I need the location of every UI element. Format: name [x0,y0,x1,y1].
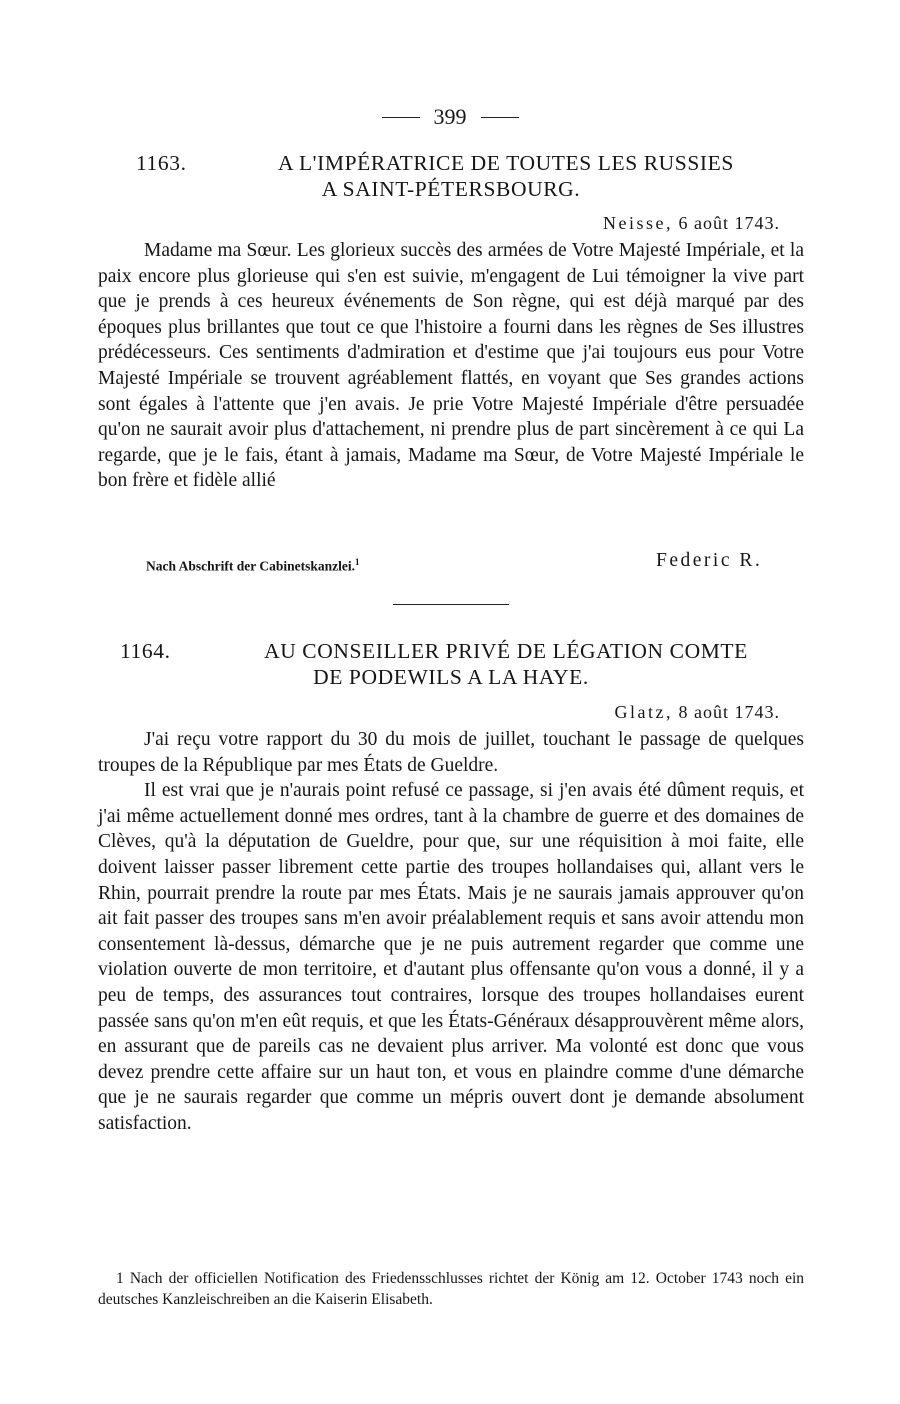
footnote [98,1268,804,1310]
page-header [0,104,900,130]
footnote-text: Nach der officiellen Notification des Friedensschlusses richtet der König am 12. October 1743 noch ein deutsches Kanzleischreiben an die Kaiserin Elisabeth. [98,1270,805,1308]
letter-1163-title-line2: A SAINT-PÉTERSBOURG. [321,177,581,201]
letter-1164-title-line1: AU CONSEILLER PRIVÉ DE LÉGATION COMTE [264,639,748,663]
letter-1163-signature: Federic R. [656,550,763,571]
letter-1163-title-line1: A L'IMPÉRATRICE DE TOUTES LES RUSSIES [278,151,734,175]
footnote-reference: 1 [355,557,360,567]
page-number: 399 [433,104,467,129]
letter-1164-number: 1164. [120,639,171,663]
letter-1163-title [96,150,806,202]
letter-1163-source [146,557,360,575]
section-divider [393,604,509,605]
letter-1163-paragraph: Madame ma Sœur. Les glorieux succès des armées de Votre Majesté Impériale, et la paix encore plus glorieuse qui s'en est suivie, m'engagent de Lui témoigner la vive part que je prends à ces heureux événements de Son règne, qui est déjà marqué par des époques plus brillantes que tout ce que l'histoire a fourni dans les règnes de Ses illustres prédécesseurs. Ces sentiments d'admiration et d'estime que j'ai toujours eus pour Votre Majesté Impériale se trouvent agréablement flattés, en voyant que Ses grandes actions sont égales à l'attente que j'en avais. Je prie Votre Majesté Impériale d'être persuadée qu'on ne saurait avoir plus d'attachement, ni prendre plus de part sincèrement à ce qui La regarde, que je le fais, étant à jamais, Madame ma Sœur, de Votre Majesté Impériale le bon frère et fidèle allié [98,240,804,492]
letter-1164-title [96,638,806,690]
letter-1164-title-line2: DE PODEWILS A LA HAYE. [313,665,589,689]
letter-1163-place: Neisse, [603,213,673,233]
letter-1163-date: 6 août 1743. [678,213,780,233]
letter-1164-place: Glatz, [614,702,673,722]
source-text: Nach Abschrift der Cabinetskanzlei. [146,558,356,574]
letter-1164-paragraph-2: Il est vrai que je n'aurais point refusé ce passage, si j'en avais été dûment requis, et j'ai même actuellement donné mes ordres, tant à la chambre de guerre et des domaines de Clèves, qu'à la députation de Gueldre, pour que, sur une réquisition à moi faite, elle doivent laisser passer librement cette partie des troupes hollandaises qui, allant vers le Rhin, pourrait prendre la route par mes États. Mais je ne saurais jamais approuver qu'on ait fait passer des troupes sans m'en avoir préalablement requis et sans avoir attendu mon consentement là-dessus, démarche que je ne puis autrement regarder que comme une violation ouverte de mon territoire, et d'autant plus offensante qu'on vous a donné, il y a peu de temps, des assurances tout contraires, lorsque des troupes hollandaises eurent passée sans qu'on m'en eût requis, et que les États-Généraux désapprouvèrent même alors, en assurant que de pareils cas ne devaient plus arriver. Ma volonté est donc que vous devez prendre cette affaire sur un haut ton, et vous en plaindre comme d'une démarche que je ne saurais regarder que comme un mépris ouvert dont je demande absolument satisfaction. [98,780,804,1134]
letter-1163-body [98,238,804,494]
letter-1164-dateline [615,702,780,723]
footnote-paragraph [98,1268,804,1310]
header-rule-left [382,117,420,118]
footnote-mark: 1 [116,1270,124,1287]
header-rule-right [481,117,519,118]
letter-1164-paragraph-1: J'ai reçu votre rapport du 30 du mois de juillet, touchant le passage de quelques troupes de la République par mes États de Gueldre. [98,729,804,776]
letter-1164-body [98,727,804,1137]
letter-1164-date: 8 août 1743. [678,702,780,722]
letter-1163-dateline [603,213,780,234]
letter-1163-number: 1163. [136,151,187,175]
